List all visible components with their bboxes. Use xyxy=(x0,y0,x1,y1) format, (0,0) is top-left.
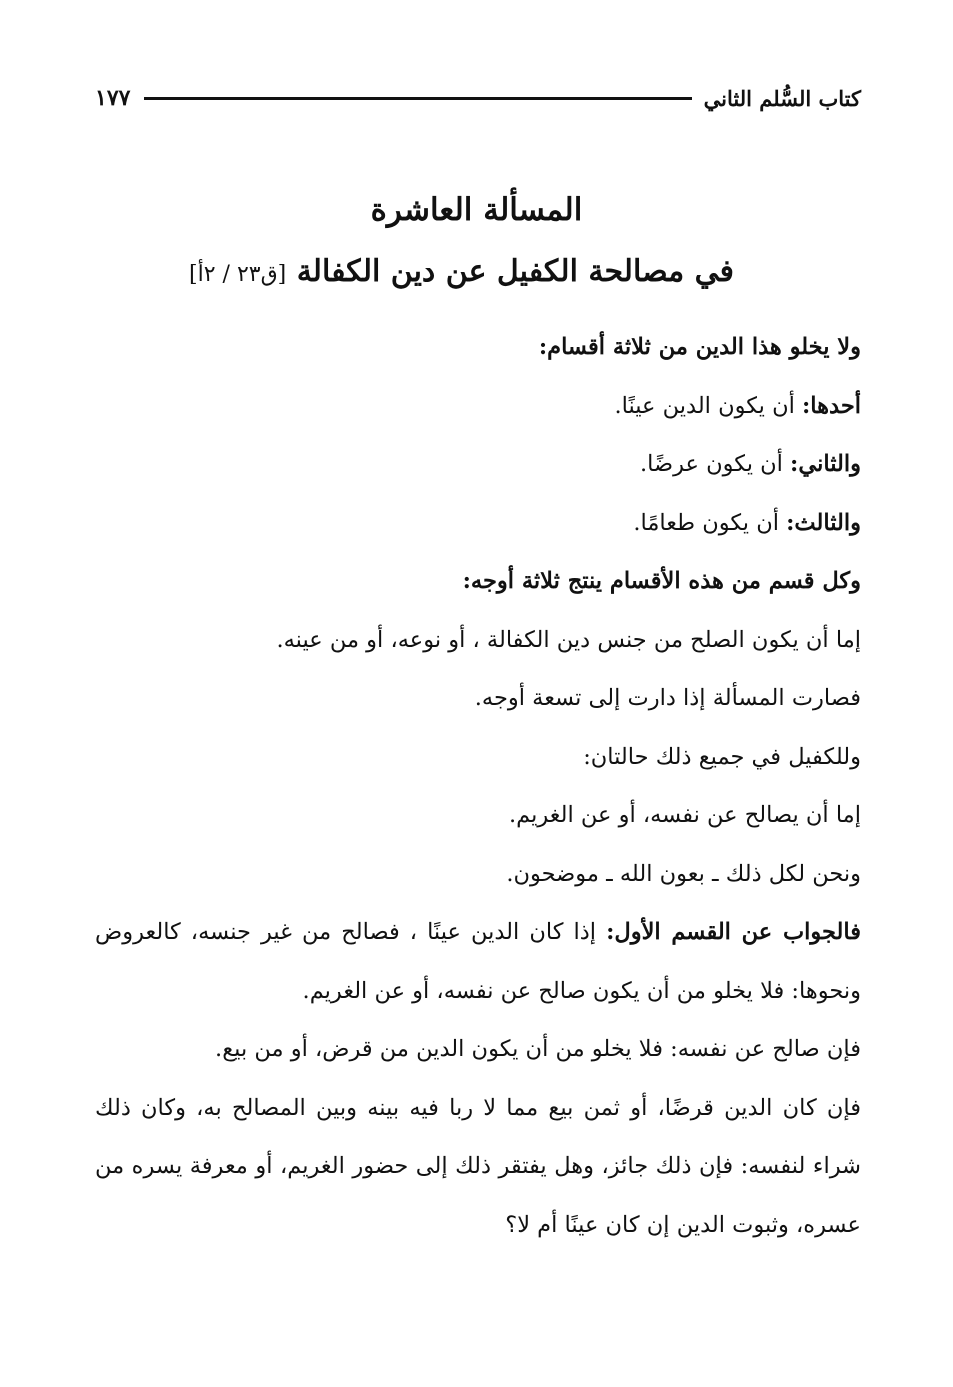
paragraph-text: أن يكون طعامًا. xyxy=(633,509,787,536)
book-title: كتاب السُّلم الثاني xyxy=(703,85,861,111)
section-title: المسألة العاشرة xyxy=(370,192,583,228)
header-rule xyxy=(144,97,691,100)
paragraph: فصارت المسألة إذا دارت إلى تسعة أوجه. xyxy=(474,685,861,711)
paragraph-lead: أحدها: xyxy=(802,392,861,419)
paragraph-lead: فالجواب عن القسم الأول: xyxy=(606,919,861,945)
body-text xyxy=(95,318,861,1254)
paragraph xyxy=(95,494,861,553)
page-number: ١٧٧ xyxy=(95,85,131,111)
paragraph-lead: والثاني: xyxy=(790,451,861,477)
section-subtitle xyxy=(110,254,813,289)
paragraph-text: إذا كان الدين عينًا ، فصالح من غير جنسه، كالعروض ونحوها: فلا يخلو من أن يكون صالح عن نفسه، أو عن الغريم. xyxy=(95,919,861,1004)
manuscript-reference: [ق٢٣ / ٢أ] xyxy=(189,262,287,287)
paragraph xyxy=(95,435,861,494)
subtitle-text: في مصالحة الكفيل عن دين الكفالة xyxy=(296,254,734,289)
paragraph: وكل قسم من هذه الأقسام ينتج ثلاثة أوجه: xyxy=(462,568,861,594)
paragraph: فإن صالح عن نفسه: فلا يخلو من أن يكون الدين من قرض، أو من بيع. xyxy=(215,1036,861,1062)
paragraph: ونحن لكل ذلك ـ بعون الله ـ موضحون. xyxy=(506,860,861,887)
running-header xyxy=(95,78,861,118)
paragraph-text: أن يكون الدين عينًا. xyxy=(614,392,802,419)
paragraph: فإن كان الدين قرضًا، أو ثمن بيع مما لا ربا فيه بينه وبين المصالح به، وكان ذلك شراء لنفسه: فإن ذلك جائز، وهل يفتقر ذلك إلى حضور الغريم، أو معرفة يسره من عسره، وثبوت الدين إن كان عينًا أم لا؟ xyxy=(95,1094,861,1238)
paragraph: ولا يخلو هذا الدين من ثلاثة أقسام: xyxy=(538,334,861,360)
paragraph: وللكفيل في جميع ذلك حالتان: xyxy=(583,743,861,770)
paragraph xyxy=(95,903,861,1020)
paragraph-lead: والثالث: xyxy=(786,509,861,536)
paragraph-text: أن يكون عرضًا. xyxy=(640,451,791,477)
paragraph xyxy=(95,377,861,436)
paragraph: إما أن يكون الصلح من جنس دين الكفالة ، أو نوعه، أو من عينه. xyxy=(276,626,861,653)
paragraph: إما أن يصالح عن نفسه، أو عن الغريم. xyxy=(508,802,861,828)
